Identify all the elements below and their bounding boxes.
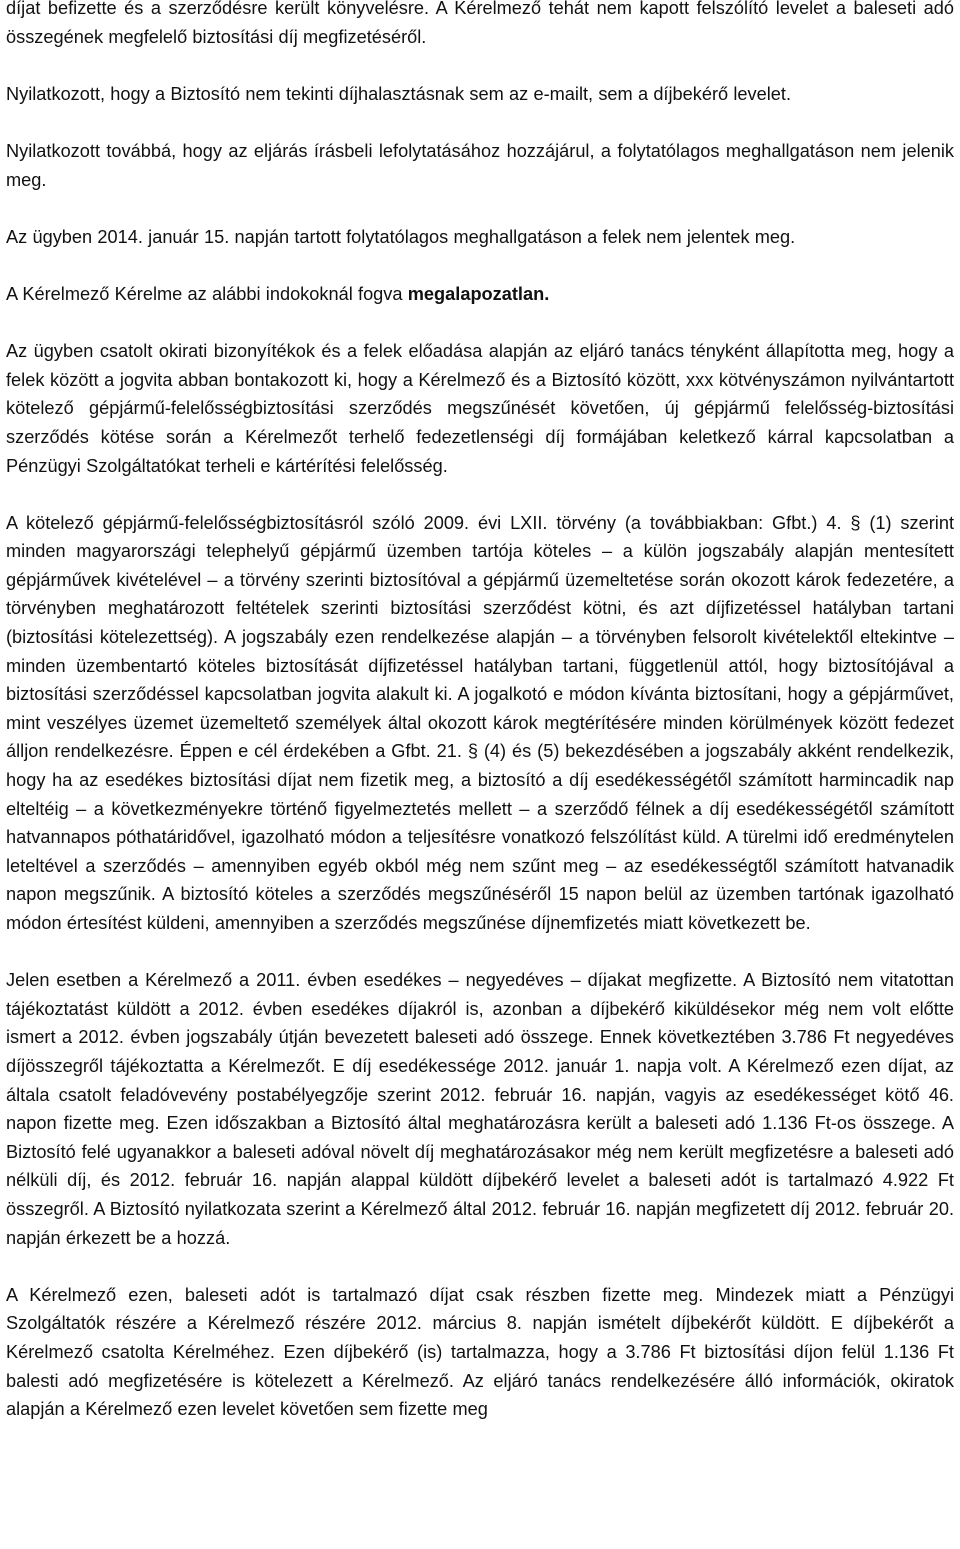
ruling-text: A Kérelmező Kérelme az alábbi indokoknál fogva	[6, 283, 408, 304]
paragraph-statement-written-procedure: Nyilatkozott továbbá, hogy az eljárás írásbeli lefolytatásához hozzájárul, a folytatólagos meghallgatáson nem jelenik meg.	[6, 140, 954, 190]
paragraph-gap	[6, 309, 954, 338]
paragraph-gap	[6, 480, 954, 509]
paragraph-gap	[6, 194, 954, 223]
paragraph-premium-paid: díjat befizette és a szerződésre került könyvelésre. A Kérelmező tehát nem kapott felszólító levelet a baleseti adó összegének megfelelő biztosítási díj megfizetéséről.	[6, 0, 954, 47]
paragraph-ruling	[6, 280, 954, 309]
paragraph-gap	[6, 51, 954, 80]
paragraph-present-case: Jelen esetben a Kérelmező a 2011. évben esedékes – negyedéves – díjakat megfizette. A Biztosító nem vitatottan tájékoztatást küldött a 2012. évben esedékes díjakról is, azonban a díjbekérő kiküldésekor még nem volt előtte ismert a 2012. évben jogszabály útján bevezetett baleseti adó összege. Ennek következtében 3.786 Ft negyedéves díjösszegről tájékoztatta a Kérelmezőt. E díj esedékessége 2012. január 1. napja volt. A Kérelmező ezen díjat, az általa csatolt feladóvevény postabélyegzője szerint 2012. február 16. napján, vagyis az esedékességet kötő 46. napon fizette meg. Ezen időszakban a Biztosító által meghatározásra került a baleseti adó 1.136 Ft-os összege. A Biztosító felé ugyanakkor a baleseti adóval növelt díj meghatározásakor még nem került megfizetésre a baleseti adó nélküli díj, és 2012. február 16. napján alappal küldött díjbekérő levelet a baleseti adót is tartalmazó 4.922 Ft összegről. A Biztosító nyilatkozata szerint a Kérelmező által 2012. február 16. napján megfizetett díj 2012. február 20. napján érkezett be a hozzá.	[6, 970, 954, 1248]
paragraph-partial-payment: A Kérelmező ezen, baleseti adót is tartalmazó díjat csak részben fizette meg. Mindezek miatt a Pénzügyi Szolgáltatók részére a Kérelmező részére 2012. március 8. napján ismételt díjbekérőt küldött. E díjbekérőt a Kérelmező csatolta Kérelméhez. Ezen díjbekérő (is) tartalmazza, hogy a 3.786 Ft biztosítási díjon felül 1.136 Ft balesti adó megfizetésére is kötelezett a Kérelmező. Az eljáró tanács rendelkezésére álló információk, okiratok alapján a Kérelmező ezen levelet követően sem fizette meg	[6, 1284, 954, 1420]
paragraph-statement-email: Nyilatkozott, hogy a Biztosító nem tekinti díjhalasztásnak sem az e-mailt, sem a díjbekérő levelet.	[6, 83, 792, 104]
paragraph-findings: Az ügyben csatolt okirati bizonyítékok és a felek előadása alapján az eljáró tanács tényként állapította meg, hogy a felek között a jogvita abban bontakozott ki, hogy a Kérelmező és a Biztosító között, xxx kötvényszámon nyilvántartott kötelező gépjármű-felelősségbiztosítási szerződés megszűnését követően, új gépjármű felelősség-biztosítási szerződés kötése során a Kérelmezőt terhelő fedezetlenségi díj formájában keletkező kárral kapcsolatban a Pénzügyi Szolgáltatókat terheli e kártérítési felelősség.	[6, 341, 954, 476]
ruling-verdict: megalapozatlan.	[407, 283, 550, 304]
paragraph-gap	[6, 251, 954, 280]
paragraph-legal-basis: A kötelező gépjármű-felelősségbiztosításról szóló 2009. évi LXII. törvény (a továbbiakban: Gfbt.) 4. § (1) szerint minden magyarországi telephelyű gépjármű üzemben tartója köteles – a külön jogszabály alapján mentesített gépjárművek kivételével – a törvény szerinti biztosítóval a gépjármű üzemeltetése során okozott károk fedezetére, a törvényben meghatározott feltételek szerinti biztosítási szerződést kötni, és azt díjfizetéssel hatályban tartani (biztosítási kötelezettség). A jogszabály ezen rendelkezése alapján – a törvényben felsorolt kivételektől eltekintve – minden üzembentartó köteles biztosítását díjfizetéssel hatályban tartani, függetlenül attól, hogy biztosítójával a biztosítási szerződéssel kapcsolatban jogvita alakult ki. A jogalkotó e módon kívánta biztosítani, hogy a gépjárművet, mint veszélyes üzemet üzemeltető személyek által okozott károk megtérítésére minden körülmények között fedezet álljon rendelkezésre. Éppen e cél érdekében a Gfbt. 21. § (4) és (5) bekezdésében a jogszabály akként rendelkezik, hogy ha az esedékes biztosítási díjat nem fizetik meg, a biztosító a díj esedékességétől számított harmincadik nap elteltéig – a következményekre történő figyelmeztetés mellett – a szerződő félnek a díj esedékességétől számított hatvannapos póthatáridővel, igazolható módon a teljesítésre vonatkozó felszólítást küld. A türelmi idő eredménytelen leteltével a szerződés – amennyiben egyéb okból még nem szűnt meg – az esedékességtől számított hatvanadik napon megszűnik. A biztosító köteles a szerződés megszűnéséről 15 napon belül az üzemben tartónak igazolható módon értesítést küldeni, amennyiben a szerződés megszűnése díjnemfizetés miatt következett be.	[6, 512, 954, 933]
paragraph-gap	[6, 1252, 954, 1281]
paragraph-gap	[6, 108, 954, 137]
document-page	[6, 0, 954, 1424]
paragraph-gap	[6, 938, 954, 967]
paragraph-hearing: Az ügyben 2014. január 15. napján tartott folytatólagos meghallgatáson a felek nem jelentek meg.	[6, 226, 796, 247]
